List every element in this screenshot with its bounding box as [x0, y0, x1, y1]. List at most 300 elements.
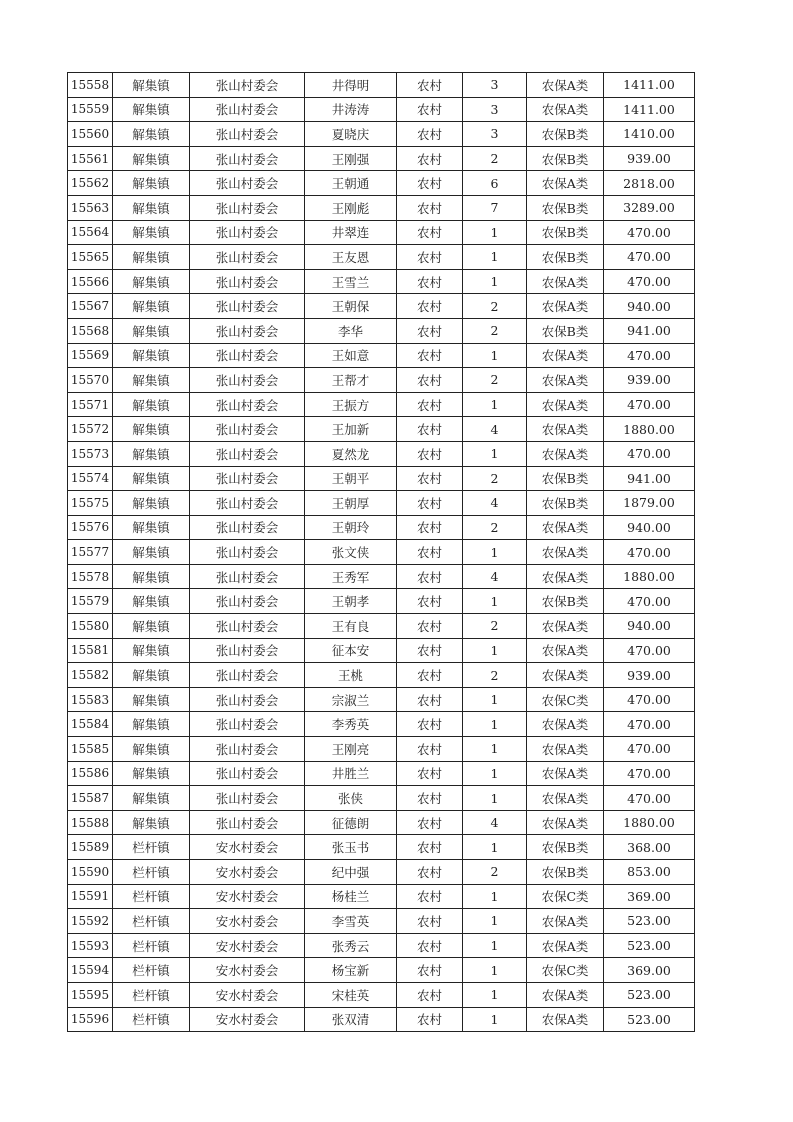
table-row: [68, 663, 695, 688]
insurance-category-cell: 农保B类: [527, 195, 604, 220]
area-type-cell: 农村: [397, 1007, 463, 1032]
row-id-cell: 15568: [68, 318, 113, 343]
town-cell: 解集镇: [113, 466, 190, 491]
area-type-cell: 农村: [397, 491, 463, 516]
person-name-cell: 夏晓庆: [305, 122, 397, 147]
household-count-cell: 1: [463, 909, 527, 934]
table-row: [68, 1007, 695, 1032]
row-id-cell: 15579: [68, 589, 113, 614]
household-count-cell: 2: [463, 294, 527, 319]
household-count-cell: 1: [463, 884, 527, 909]
area-type-cell: 农村: [397, 417, 463, 442]
insurance-category-cell: 农保A类: [527, 737, 604, 762]
town-cell: 解集镇: [113, 294, 190, 319]
row-id-cell: 15595: [68, 982, 113, 1007]
area-type-cell: 农村: [397, 122, 463, 147]
village-committee-cell: 张山村委会: [190, 737, 305, 762]
household-count-cell: 1: [463, 933, 527, 958]
amount-cell: 939.00: [604, 368, 695, 393]
amount-cell: 853.00: [604, 860, 695, 885]
household-count-cell: 1: [463, 540, 527, 565]
amount-cell: 523.00: [604, 982, 695, 1007]
table-row: [68, 73, 695, 98]
amount-cell: 470.00: [604, 220, 695, 245]
table-row: [68, 97, 695, 122]
row-id-cell: 15591: [68, 884, 113, 909]
household-count-cell: 4: [463, 810, 527, 835]
person-name-cell: 王加新: [305, 417, 397, 442]
household-count-cell: 3: [463, 122, 527, 147]
household-count-cell: 1: [463, 835, 527, 860]
insurance-category-cell: 农保A类: [527, 269, 604, 294]
area-type-cell: 农村: [397, 884, 463, 909]
household-count-cell: 1: [463, 786, 527, 811]
table-row: [68, 368, 695, 393]
table-row: [68, 638, 695, 663]
household-count-cell: 4: [463, 491, 527, 516]
table-row: [68, 737, 695, 762]
data-table: [67, 72, 695, 1032]
row-id-cell: 15564: [68, 220, 113, 245]
area-type-cell: 农村: [397, 195, 463, 220]
table-row: [68, 343, 695, 368]
household-count-cell: 1: [463, 245, 527, 270]
row-id-cell: 15571: [68, 392, 113, 417]
amount-cell: 1411.00: [604, 97, 695, 122]
town-cell: 解集镇: [113, 737, 190, 762]
town-cell: 解集镇: [113, 491, 190, 516]
table-row: [68, 417, 695, 442]
village-committee-cell: 张山村委会: [190, 318, 305, 343]
table-row: [68, 220, 695, 245]
amount-cell: 470.00: [604, 786, 695, 811]
person-name-cell: 张双清: [305, 1007, 397, 1032]
village-committee-cell: 张山村委会: [190, 466, 305, 491]
person-name-cell: 王秀军: [305, 564, 397, 589]
table-row: [68, 491, 695, 516]
town-cell: 解集镇: [113, 318, 190, 343]
area-type-cell: 农村: [397, 318, 463, 343]
village-committee-cell: 张山村委会: [190, 810, 305, 835]
table-row: [68, 540, 695, 565]
row-id-cell: 15575: [68, 491, 113, 516]
household-count-cell: 6: [463, 171, 527, 196]
household-count-cell: 1: [463, 761, 527, 786]
village-committee-cell: 张山村委会: [190, 712, 305, 737]
town-cell: 解集镇: [113, 564, 190, 589]
table-row: [68, 441, 695, 466]
row-id-cell: 15559: [68, 97, 113, 122]
area-type-cell: 农村: [397, 368, 463, 393]
person-name-cell: 王友恩: [305, 245, 397, 270]
table-row: [68, 392, 695, 417]
person-name-cell: 井得明: [305, 73, 397, 98]
household-count-cell: 2: [463, 614, 527, 639]
person-name-cell: 张秀云: [305, 933, 397, 958]
person-name-cell: 征德朗: [305, 810, 397, 835]
table-row: [68, 171, 695, 196]
town-cell: 解集镇: [113, 515, 190, 540]
insurance-category-cell: 农保A类: [527, 294, 604, 319]
village-committee-cell: 安水村委会: [190, 1007, 305, 1032]
town-cell: 解集镇: [113, 122, 190, 147]
area-type-cell: 农村: [397, 958, 463, 983]
household-count-cell: 1: [463, 687, 527, 712]
amount-cell: 1880.00: [604, 564, 695, 589]
village-committee-cell: 张山村委会: [190, 97, 305, 122]
row-id-cell: 15576: [68, 515, 113, 540]
insurance-category-cell: 农保A类: [527, 810, 604, 835]
town-cell: 解集镇: [113, 245, 190, 270]
area-type-cell: 农村: [397, 933, 463, 958]
area-type-cell: 农村: [397, 441, 463, 466]
amount-cell: 941.00: [604, 466, 695, 491]
amount-cell: 523.00: [604, 933, 695, 958]
insurance-category-cell: 农保B类: [527, 589, 604, 614]
row-id-cell: 15566: [68, 269, 113, 294]
person-name-cell: 李华: [305, 318, 397, 343]
insurance-category-cell: 农保A类: [527, 786, 604, 811]
table-row: [68, 614, 695, 639]
household-count-cell: 1: [463, 638, 527, 663]
area-type-cell: 农村: [397, 515, 463, 540]
person-name-cell: 王朝通: [305, 171, 397, 196]
area-type-cell: 农村: [397, 466, 463, 491]
household-count-cell: 4: [463, 417, 527, 442]
village-committee-cell: 张山村委会: [190, 614, 305, 639]
insurance-category-cell: 农保B类: [527, 220, 604, 245]
household-count-cell: 1: [463, 392, 527, 417]
insurance-category-cell: 农保B类: [527, 146, 604, 171]
household-count-cell: 1: [463, 1007, 527, 1032]
row-id-cell: 15594: [68, 958, 113, 983]
table-row: [68, 589, 695, 614]
row-id-cell: 15570: [68, 368, 113, 393]
village-committee-cell: 张山村委会: [190, 220, 305, 245]
area-type-cell: 农村: [397, 761, 463, 786]
area-type-cell: 农村: [397, 810, 463, 835]
village-committee-cell: 安水村委会: [190, 835, 305, 860]
town-cell: 解集镇: [113, 540, 190, 565]
village-committee-cell: 张山村委会: [190, 663, 305, 688]
person-name-cell: 王如意: [305, 343, 397, 368]
person-name-cell: 征本安: [305, 638, 397, 663]
table-row: [68, 466, 695, 491]
household-count-cell: 2: [463, 515, 527, 540]
insurance-category-cell: 农保A类: [527, 712, 604, 737]
person-name-cell: 王桃: [305, 663, 397, 688]
town-cell: 解集镇: [113, 614, 190, 639]
row-id-cell: 15589: [68, 835, 113, 860]
amount-cell: 470.00: [604, 589, 695, 614]
amount-cell: 523.00: [604, 909, 695, 934]
town-cell: 解集镇: [113, 269, 190, 294]
village-committee-cell: 张山村委会: [190, 687, 305, 712]
person-name-cell: 王朝平: [305, 466, 397, 491]
amount-cell: 940.00: [604, 515, 695, 540]
village-committee-cell: 张山村委会: [190, 294, 305, 319]
amount-cell: 470.00: [604, 441, 695, 466]
row-id-cell: 15560: [68, 122, 113, 147]
person-name-cell: 李雪英: [305, 909, 397, 934]
person-name-cell: 宗淑兰: [305, 687, 397, 712]
insurance-category-cell: 农保B类: [527, 245, 604, 270]
area-type-cell: 农村: [397, 909, 463, 934]
village-committee-cell: 安水村委会: [190, 909, 305, 934]
village-committee-cell: 张山村委会: [190, 540, 305, 565]
area-type-cell: 农村: [397, 245, 463, 270]
village-committee-cell: 张山村委会: [190, 343, 305, 368]
village-committee-cell: 张山村委会: [190, 786, 305, 811]
village-committee-cell: 安水村委会: [190, 884, 305, 909]
row-id-cell: 15558: [68, 73, 113, 98]
area-type-cell: 农村: [397, 392, 463, 417]
household-count-cell: 2: [463, 860, 527, 885]
amount-cell: 940.00: [604, 614, 695, 639]
person-name-cell: 王朝孝: [305, 589, 397, 614]
insurance-category-cell: 农保A类: [527, 343, 604, 368]
row-id-cell: 15565: [68, 245, 113, 270]
row-id-cell: 15586: [68, 761, 113, 786]
town-cell: 解集镇: [113, 712, 190, 737]
amount-cell: 470.00: [604, 712, 695, 737]
amount-cell: 470.00: [604, 638, 695, 663]
table-row: [68, 712, 695, 737]
town-cell: 解集镇: [113, 663, 190, 688]
village-committee-cell: 安水村委会: [190, 933, 305, 958]
area-type-cell: 农村: [397, 589, 463, 614]
table-body: [68, 73, 695, 1032]
household-count-cell: 1: [463, 958, 527, 983]
amount-cell: 1880.00: [604, 417, 695, 442]
amount-cell: 1879.00: [604, 491, 695, 516]
amount-cell: 523.00: [604, 1007, 695, 1032]
amount-cell: 470.00: [604, 392, 695, 417]
household-count-cell: 3: [463, 73, 527, 98]
amount-cell: 470.00: [604, 540, 695, 565]
household-count-cell: 1: [463, 343, 527, 368]
household-count-cell: 1: [463, 589, 527, 614]
person-name-cell: 井翠连: [305, 220, 397, 245]
area-type-cell: 农村: [397, 614, 463, 639]
amount-cell: 939.00: [604, 663, 695, 688]
amount-cell: 1410.00: [604, 122, 695, 147]
table-row: [68, 982, 695, 1007]
row-id-cell: 15563: [68, 195, 113, 220]
person-name-cell: 王雪兰: [305, 269, 397, 294]
town-cell: 解集镇: [113, 73, 190, 98]
insurance-category-cell: 农保B类: [527, 835, 604, 860]
household-count-cell: 4: [463, 564, 527, 589]
household-count-cell: 1: [463, 737, 527, 762]
insurance-category-cell: 农保A类: [527, 982, 604, 1007]
household-count-cell: 7: [463, 195, 527, 220]
insurance-category-cell: 农保A类: [527, 540, 604, 565]
area-type-cell: 农村: [397, 73, 463, 98]
table-row: [68, 564, 695, 589]
insurance-category-cell: 农保C类: [527, 958, 604, 983]
village-committee-cell: 张山村委会: [190, 441, 305, 466]
village-committee-cell: 安水村委会: [190, 982, 305, 1007]
amount-cell: 1411.00: [604, 73, 695, 98]
table-row: [68, 687, 695, 712]
village-committee-cell: 张山村委会: [190, 73, 305, 98]
row-id-cell: 15567: [68, 294, 113, 319]
amount-cell: 941.00: [604, 318, 695, 343]
insurance-category-cell: 农保B类: [527, 491, 604, 516]
amount-cell: 470.00: [604, 343, 695, 368]
row-id-cell: 15569: [68, 343, 113, 368]
insurance-category-cell: 农保A类: [527, 97, 604, 122]
household-count-cell: 1: [463, 269, 527, 294]
town-cell: 栏杆镇: [113, 958, 190, 983]
town-cell: 解集镇: [113, 343, 190, 368]
town-cell: 解集镇: [113, 638, 190, 663]
insurance-category-cell: 农保C类: [527, 687, 604, 712]
person-name-cell: 张玉书: [305, 835, 397, 860]
table-row: [68, 195, 695, 220]
town-cell: 解集镇: [113, 441, 190, 466]
table-row: [68, 245, 695, 270]
area-type-cell: 农村: [397, 540, 463, 565]
row-id-cell: 15562: [68, 171, 113, 196]
insurance-category-cell: 农保C类: [527, 884, 604, 909]
town-cell: 解集镇: [113, 417, 190, 442]
insurance-category-cell: 农保B类: [527, 860, 604, 885]
village-committee-cell: 安水村委会: [190, 958, 305, 983]
person-name-cell: 王朝保: [305, 294, 397, 319]
table-row: [68, 122, 695, 147]
insurance-category-cell: 农保B类: [527, 318, 604, 343]
row-id-cell: 15580: [68, 614, 113, 639]
insurance-category-cell: 农保A类: [527, 933, 604, 958]
household-count-cell: 2: [463, 663, 527, 688]
person-name-cell: 夏然龙: [305, 441, 397, 466]
person-name-cell: 王刚强: [305, 146, 397, 171]
amount-cell: 369.00: [604, 884, 695, 909]
area-type-cell: 农村: [397, 97, 463, 122]
town-cell: 解集镇: [113, 392, 190, 417]
village-committee-cell: 张山村委会: [190, 195, 305, 220]
person-name-cell: 王朝厚: [305, 491, 397, 516]
amount-cell: 470.00: [604, 761, 695, 786]
town-cell: 栏杆镇: [113, 835, 190, 860]
area-type-cell: 农村: [397, 663, 463, 688]
table-row: [68, 318, 695, 343]
amount-cell: 470.00: [604, 245, 695, 270]
area-type-cell: 农村: [397, 687, 463, 712]
town-cell: 解集镇: [113, 589, 190, 614]
insurance-category-cell: 农保A类: [527, 73, 604, 98]
person-name-cell: 王振方: [305, 392, 397, 417]
row-id-cell: 15592: [68, 909, 113, 934]
row-id-cell: 15572: [68, 417, 113, 442]
amount-cell: 470.00: [604, 269, 695, 294]
row-id-cell: 15582: [68, 663, 113, 688]
town-cell: 栏杆镇: [113, 933, 190, 958]
amount-cell: 1880.00: [604, 810, 695, 835]
village-committee-cell: 张山村委会: [190, 638, 305, 663]
row-id-cell: 15596: [68, 1007, 113, 1032]
village-committee-cell: 安水村委会: [190, 860, 305, 885]
village-committee-cell: 张山村委会: [190, 761, 305, 786]
village-committee-cell: 张山村委会: [190, 392, 305, 417]
area-type-cell: 农村: [397, 343, 463, 368]
town-cell: 解集镇: [113, 687, 190, 712]
area-type-cell: 农村: [397, 638, 463, 663]
insurance-category-cell: 农保B类: [527, 122, 604, 147]
household-count-cell: 1: [463, 982, 527, 1007]
person-name-cell: 王帮才: [305, 368, 397, 393]
town-cell: 栏杆镇: [113, 884, 190, 909]
area-type-cell: 农村: [397, 860, 463, 885]
person-name-cell: 杨桂兰: [305, 884, 397, 909]
area-type-cell: 农村: [397, 835, 463, 860]
table-row: [68, 810, 695, 835]
table-row: [68, 515, 695, 540]
table-row: [68, 884, 695, 909]
person-name-cell: 张侠: [305, 786, 397, 811]
village-committee-cell: 张山村委会: [190, 417, 305, 442]
town-cell: 解集镇: [113, 97, 190, 122]
village-committee-cell: 张山村委会: [190, 171, 305, 196]
person-name-cell: 王朝玲: [305, 515, 397, 540]
row-id-cell: 15587: [68, 786, 113, 811]
table-row: [68, 909, 695, 934]
area-type-cell: 农村: [397, 220, 463, 245]
row-id-cell: 15573: [68, 441, 113, 466]
row-id-cell: 15584: [68, 712, 113, 737]
row-id-cell: 15577: [68, 540, 113, 565]
person-name-cell: 杨宝新: [305, 958, 397, 983]
insurance-category-cell: 农保A类: [527, 663, 604, 688]
person-name-cell: 李秀英: [305, 712, 397, 737]
person-name-cell: 王有良: [305, 614, 397, 639]
household-count-cell: 1: [463, 712, 527, 737]
village-committee-cell: 张山村委会: [190, 245, 305, 270]
amount-cell: 2818.00: [604, 171, 695, 196]
amount-cell: 368.00: [604, 835, 695, 860]
person-name-cell: 井胜兰: [305, 761, 397, 786]
area-type-cell: 农村: [397, 294, 463, 319]
village-committee-cell: 张山村委会: [190, 146, 305, 171]
table-row: [68, 146, 695, 171]
town-cell: 解集镇: [113, 810, 190, 835]
town-cell: 栏杆镇: [113, 909, 190, 934]
town-cell: 解集镇: [113, 195, 190, 220]
household-count-cell: 2: [463, 466, 527, 491]
person-name-cell: 张文侠: [305, 540, 397, 565]
insurance-category-cell: 农保A类: [527, 171, 604, 196]
village-committee-cell: 张山村委会: [190, 515, 305, 540]
person-name-cell: 井涛涛: [305, 97, 397, 122]
insurance-category-cell: 农保A类: [527, 1007, 604, 1032]
area-type-cell: 农村: [397, 564, 463, 589]
row-id-cell: 15590: [68, 860, 113, 885]
row-id-cell: 15578: [68, 564, 113, 589]
village-committee-cell: 张山村委会: [190, 269, 305, 294]
village-committee-cell: 张山村委会: [190, 491, 305, 516]
insurance-category-cell: 农保A类: [527, 368, 604, 393]
amount-cell: 470.00: [604, 737, 695, 762]
amount-cell: 939.00: [604, 146, 695, 171]
insurance-category-cell: 农保A类: [527, 638, 604, 663]
insurance-category-cell: 农保A类: [527, 417, 604, 442]
table-row: [68, 294, 695, 319]
insurance-category-cell: 农保A类: [527, 392, 604, 417]
person-name-cell: 王刚亮: [305, 737, 397, 762]
table-row: [68, 860, 695, 885]
